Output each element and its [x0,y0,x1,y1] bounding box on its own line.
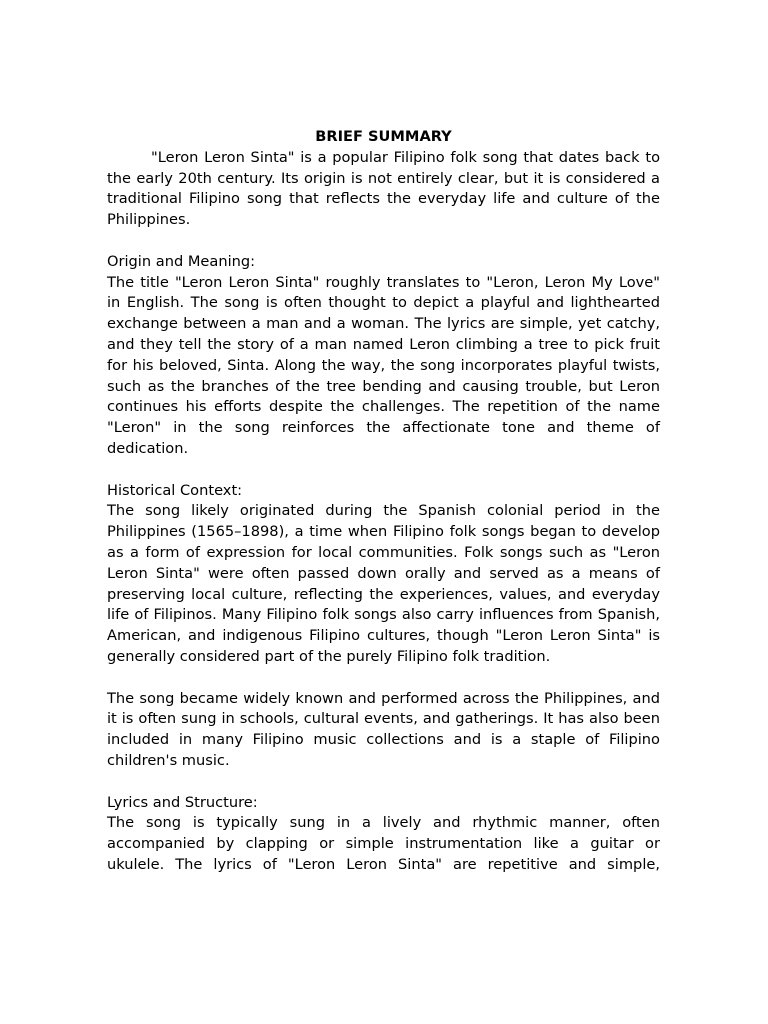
section-body-history: The song likely originated during the Spanish colonial period in the Philippines (1565–1898), a time when Filipino folk songs began to develop as a form of expression for local communities. Folk songs such as "Leron Leron Sinta" were often passed down orally and served as a means of preserving local culture, reflecting the experiences, values, and everyday life of Filipinos. Many Filipino folk songs also carry influences from Spanish, American, and indigenous Filipino cultures, though "Leron Leron Sinta" is generally considered part of the purely Filipino folk tradition. [107,502,660,665]
section-body-history-extra: The song became widely known and performed across the Philippines, and it is often sung in schools, cultural events, and gatherings. It has also been included in many Filipino music collections and is a staple of Filipino children's music. [107,689,660,769]
section-body-origin: The title "Leron Leron Sinta" roughly translates to "Leron, Leron My Love" in English. The song is often thought to depict a playful and lighthearted exchange between a man and a woman. The lyrics are simple, yet catchy, and they tell the story of a man named Leron climbing a tree to pick fruit for his beloved, Sinta. Along the way, the song incorporates playful twists, such as the branches of the tree bending and causing trouble, but Leron continues his efforts despite the challenges. The repetition of the name "Leron" in the song reinforces the affectionate tone and theme of dedication. [107,273,660,457]
section-heading-lyrics: Lyrics and Structure: [107,793,258,811]
intro-paragraph: "Leron Leron Sinta" is a popular Filipino folk song that dates back to the early 20th century. Its origin is not entirely clear, but it is considered a traditional Filipino song that reflects the everyday life and culture of the Philippines. [107,148,660,229]
section-heading-history: Historical Context: [107,481,243,499]
document-body [107,127,660,876]
section-body-lyrics: The song is typically sung in a lively and rhythmic manner, often accompanied by clapping or simple instrumentation like a guitar or ukulele. The lyrics of "Leron Leron Sinta" are repetitive and simple, [107,814,660,873]
document-title: BRIEF SUMMARY [315,128,452,145]
section-heading-origin: Origin and Meaning: [107,252,256,270]
